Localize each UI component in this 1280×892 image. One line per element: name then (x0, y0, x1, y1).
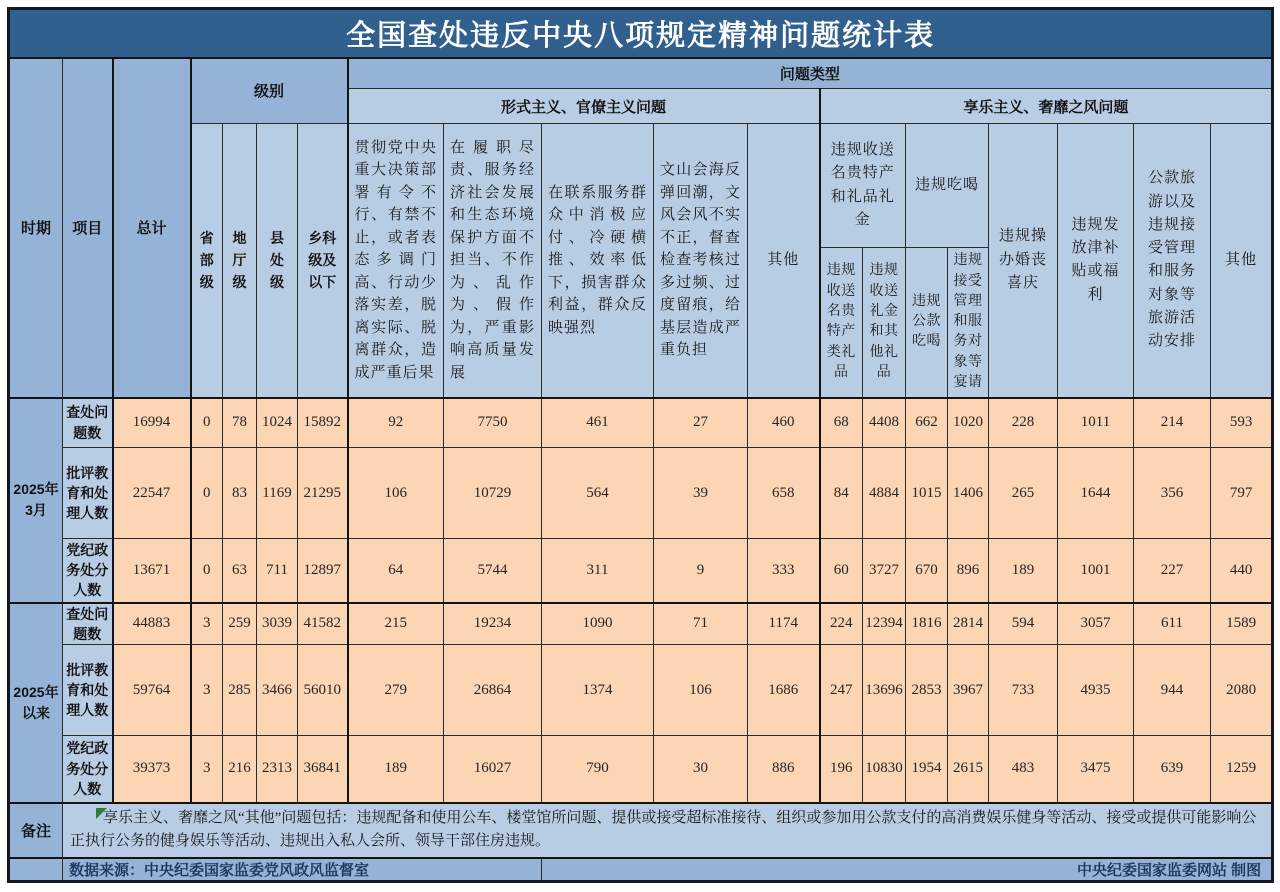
value-cell: 227 (1134, 539, 1211, 603)
item-cell: 批评教育和处理人数 (63, 645, 113, 736)
value-cell: 711 (257, 539, 298, 603)
header-level-col-provincial: 省部级 (191, 124, 223, 398)
value-cell: 440 (1211, 539, 1273, 603)
value-cell: 196 (820, 736, 863, 803)
header-formalism-col-decisions: 贯彻党中央重大决策部署有令不行、有禁不止，或者表态多调门高、行动少落实差，脱离实际、脱离群众，造成严重后果 (348, 124, 444, 398)
value-cell: 285 (223, 645, 257, 736)
value-cell: 1644 (1058, 448, 1134, 539)
table-row (9, 9, 1273, 58)
value-cell: 265 (989, 448, 1058, 539)
value-cell: 3967 (948, 645, 989, 736)
header-gifts-sub-cash: 违规收送礼金和其他礼品 (863, 248, 906, 398)
table-row (9, 858, 1273, 882)
value-cell: 13696 (863, 645, 906, 736)
period-cell: 2025年以来 (9, 603, 63, 803)
value-cell: 106 (348, 448, 444, 539)
value-cell: 639 (1134, 736, 1211, 803)
value-cell: 41582 (298, 603, 348, 645)
header-level-col-township: 乡科级及以下 (298, 124, 348, 398)
header-level-col-county: 县处级 (257, 124, 298, 398)
value-cell: 461 (542, 398, 654, 448)
value-cell: 3727 (863, 539, 906, 603)
table-row (9, 645, 1273, 736)
value-cell: 733 (989, 645, 1058, 736)
header-hedonism-group: 享乐主义、奢靡之风问题 (820, 89, 1273, 124)
value-cell: 68 (820, 398, 863, 448)
value-cell: 1816 (906, 603, 948, 645)
value-cell: 44883 (113, 603, 191, 645)
period-cell: 2025年3月 (9, 398, 63, 603)
header-dining-group: 违规吃喝 (906, 124, 989, 248)
value-cell: 13671 (113, 539, 191, 603)
header-dining-sub-banquets: 违规接受管理和服务对象等宴请 (948, 248, 989, 398)
value-cell: 1686 (748, 645, 820, 736)
table-row (9, 448, 1273, 539)
header-level-col-prefecture: 地厅级 (223, 124, 257, 398)
value-cell: 3466 (257, 645, 298, 736)
value-cell: 611 (1134, 603, 1211, 645)
item-cell: 查处问题数 (63, 603, 113, 645)
value-cell: 1406 (948, 448, 989, 539)
value-cell: 189 (989, 539, 1058, 603)
value-cell: 460 (748, 398, 820, 448)
table-row (9, 124, 1273, 248)
value-cell: 3039 (257, 603, 298, 645)
value-cell: 0 (191, 539, 223, 603)
value-cell: 83 (223, 448, 257, 539)
header-formalism-col-masses: 在联系服务群众中消极应付、冷硬横推、效率低下，损害群众利益，群众反映强烈 (542, 124, 654, 398)
value-cell: 1169 (257, 448, 298, 539)
header-hedonism-col-travel: 公款旅游以及违规接受管理和服务对象等旅游活动安排 (1134, 124, 1211, 398)
table-row (9, 398, 1273, 448)
value-cell: 3 (191, 645, 223, 736)
value-cell: 64 (348, 539, 444, 603)
value-cell: 16994 (113, 398, 191, 448)
value-cell: 10830 (863, 736, 906, 803)
header-period: 时期 (9, 58, 63, 398)
value-cell: 2615 (948, 736, 989, 803)
value-cell: 22547 (113, 448, 191, 539)
header-formalism-group: 形式主义、官僚主义问题 (348, 89, 820, 124)
value-cell: 1015 (906, 448, 948, 539)
value-cell: 593 (1211, 398, 1273, 448)
value-cell: 279 (348, 645, 444, 736)
header-hedonism-col-allowances: 违规发放津补贴或福利 (1058, 124, 1134, 398)
item-cell: 查处问题数 (63, 398, 113, 448)
item-cell: 党纪政务处分人数 (63, 736, 113, 803)
value-cell: 7750 (444, 398, 542, 448)
value-cell: 1011 (1058, 398, 1134, 448)
table-row (9, 58, 1273, 89)
value-cell: 662 (906, 398, 948, 448)
value-cell: 15892 (298, 398, 348, 448)
value-cell: 30 (654, 736, 748, 803)
value-cell: 1020 (948, 398, 989, 448)
value-cell: 259 (223, 603, 257, 645)
value-cell: 0 (191, 448, 223, 539)
value-cell: 106 (654, 645, 748, 736)
table-row (9, 736, 1273, 803)
value-cell: 896 (948, 539, 989, 603)
header-total: 总计 (113, 58, 191, 398)
value-cell: 215 (348, 603, 444, 645)
value-cell: 39373 (113, 736, 191, 803)
footer-spacer (9, 858, 63, 882)
value-cell: 19234 (444, 603, 542, 645)
value-cell: 1090 (542, 603, 654, 645)
value-cell: 21295 (298, 448, 348, 539)
value-cell: 1589 (1211, 603, 1273, 645)
header-gifts-group: 违规收送名贵特产和礼品礼金 (820, 124, 906, 248)
remarks-text-cell (63, 803, 1273, 858)
value-cell: 27 (654, 398, 748, 448)
header-hedonism-col-weddings: 违规操办婚丧喜庆 (989, 124, 1058, 398)
value-cell: 594 (989, 603, 1058, 645)
value-cell: 333 (748, 539, 820, 603)
value-cell: 1954 (906, 736, 948, 803)
value-cell: 5744 (444, 539, 542, 603)
value-cell: 92 (348, 398, 444, 448)
value-cell: 790 (542, 736, 654, 803)
value-cell: 3 (191, 603, 223, 645)
cell-corner-marker-icon (63, 804, 107, 827)
value-cell: 3 (191, 736, 223, 803)
value-cell: 216 (223, 736, 257, 803)
value-cell: 670 (906, 539, 948, 603)
value-cell: 3057 (1058, 603, 1134, 645)
data-source: 数据来源：中央纪委国家监委党风政风监督室 (63, 858, 542, 882)
value-cell: 59764 (113, 645, 191, 736)
value-cell: 2313 (257, 736, 298, 803)
header-gifts-sub-specialty: 违规收送名贵特产类礼品 (820, 248, 863, 398)
value-cell: 26864 (444, 645, 542, 736)
remarks-text: 享乐主义、奢靡之风“其他”问题包括：违规配备和使用公车、楼堂馆所问题、提供或接受超标准接待、组织或参加用公款支付的高消费娱乐健身等活动、接受或提供可能影响公正执行公务的健身娱乐等活动、违规出入私人会所、领导干部住房违规。 (70, 809, 1257, 850)
header-formalism-col-meetings: 文山会海反弹回潮，文风会风不实不正，督查检查考核过多过频、过度留痕，给基层造成严重负担 (654, 124, 748, 398)
value-cell: 2814 (948, 603, 989, 645)
value-cell: 228 (989, 398, 1058, 448)
table-row (9, 539, 1273, 603)
value-cell: 71 (654, 603, 748, 645)
value-cell: 658 (748, 448, 820, 539)
value-cell: 189 (348, 736, 444, 803)
statistics-table (7, 7, 1274, 883)
value-cell: 356 (1134, 448, 1211, 539)
value-cell: 311 (542, 539, 654, 603)
value-cell: 4935 (1058, 645, 1134, 736)
header-problem-type-group: 问题类型 (348, 58, 1273, 89)
value-cell: 78 (223, 398, 257, 448)
value-cell: 4884 (863, 448, 906, 539)
value-cell: 12897 (298, 539, 348, 603)
value-cell: 1001 (1058, 539, 1134, 603)
value-cell: 797 (1211, 448, 1273, 539)
value-cell: 63 (223, 539, 257, 603)
header-item: 项目 (63, 58, 113, 398)
header-level-group: 级别 (191, 58, 348, 124)
value-cell: 483 (989, 736, 1058, 803)
value-cell: 16027 (444, 736, 542, 803)
value-cell: 12394 (863, 603, 906, 645)
value-cell: 39 (654, 448, 748, 539)
value-cell: 214 (1134, 398, 1211, 448)
value-cell: 9 (654, 539, 748, 603)
value-cell: 84 (820, 448, 863, 539)
remarks-label: 备注 (9, 803, 63, 858)
chart-credit: 中央纪委国家监委网站 制图 (542, 858, 1273, 882)
item-cell: 批评教育和处理人数 (63, 448, 113, 539)
value-cell: 886 (748, 736, 820, 803)
value-cell: 564 (542, 448, 654, 539)
value-cell: 60 (820, 539, 863, 603)
value-cell: 1374 (542, 645, 654, 736)
value-cell: 4408 (863, 398, 906, 448)
value-cell: 56010 (298, 645, 348, 736)
value-cell: 0 (191, 398, 223, 448)
value-cell: 36841 (298, 736, 348, 803)
value-cell: 10729 (444, 448, 542, 539)
header-hedonism-col-other: 其他 (1211, 124, 1273, 398)
item-cell: 党纪政务处分人数 (63, 539, 113, 603)
header-formalism-col-other: 其他 (748, 124, 820, 398)
value-cell: 944 (1134, 645, 1211, 736)
table-row (9, 803, 1273, 858)
page-title: 全国查处违反中央八项规定精神问题统计表 (9, 9, 1273, 58)
value-cell: 3475 (1058, 736, 1134, 803)
value-cell: 247 (820, 645, 863, 736)
value-cell: 1259 (1211, 736, 1273, 803)
table-row (9, 603, 1273, 645)
header-formalism-col-duty: 在履职尽责、服务经济社会发展和生态环境保护方面不担当、不作为、乱作为、假作为，严重影响高质量发展 (444, 124, 542, 398)
value-cell: 1024 (257, 398, 298, 448)
value-cell: 2080 (1211, 645, 1273, 736)
header-dining-sub-public-funds: 违规公款吃喝 (906, 248, 948, 398)
value-cell: 224 (820, 603, 863, 645)
value-cell: 2853 (906, 645, 948, 736)
value-cell: 1174 (748, 603, 820, 645)
